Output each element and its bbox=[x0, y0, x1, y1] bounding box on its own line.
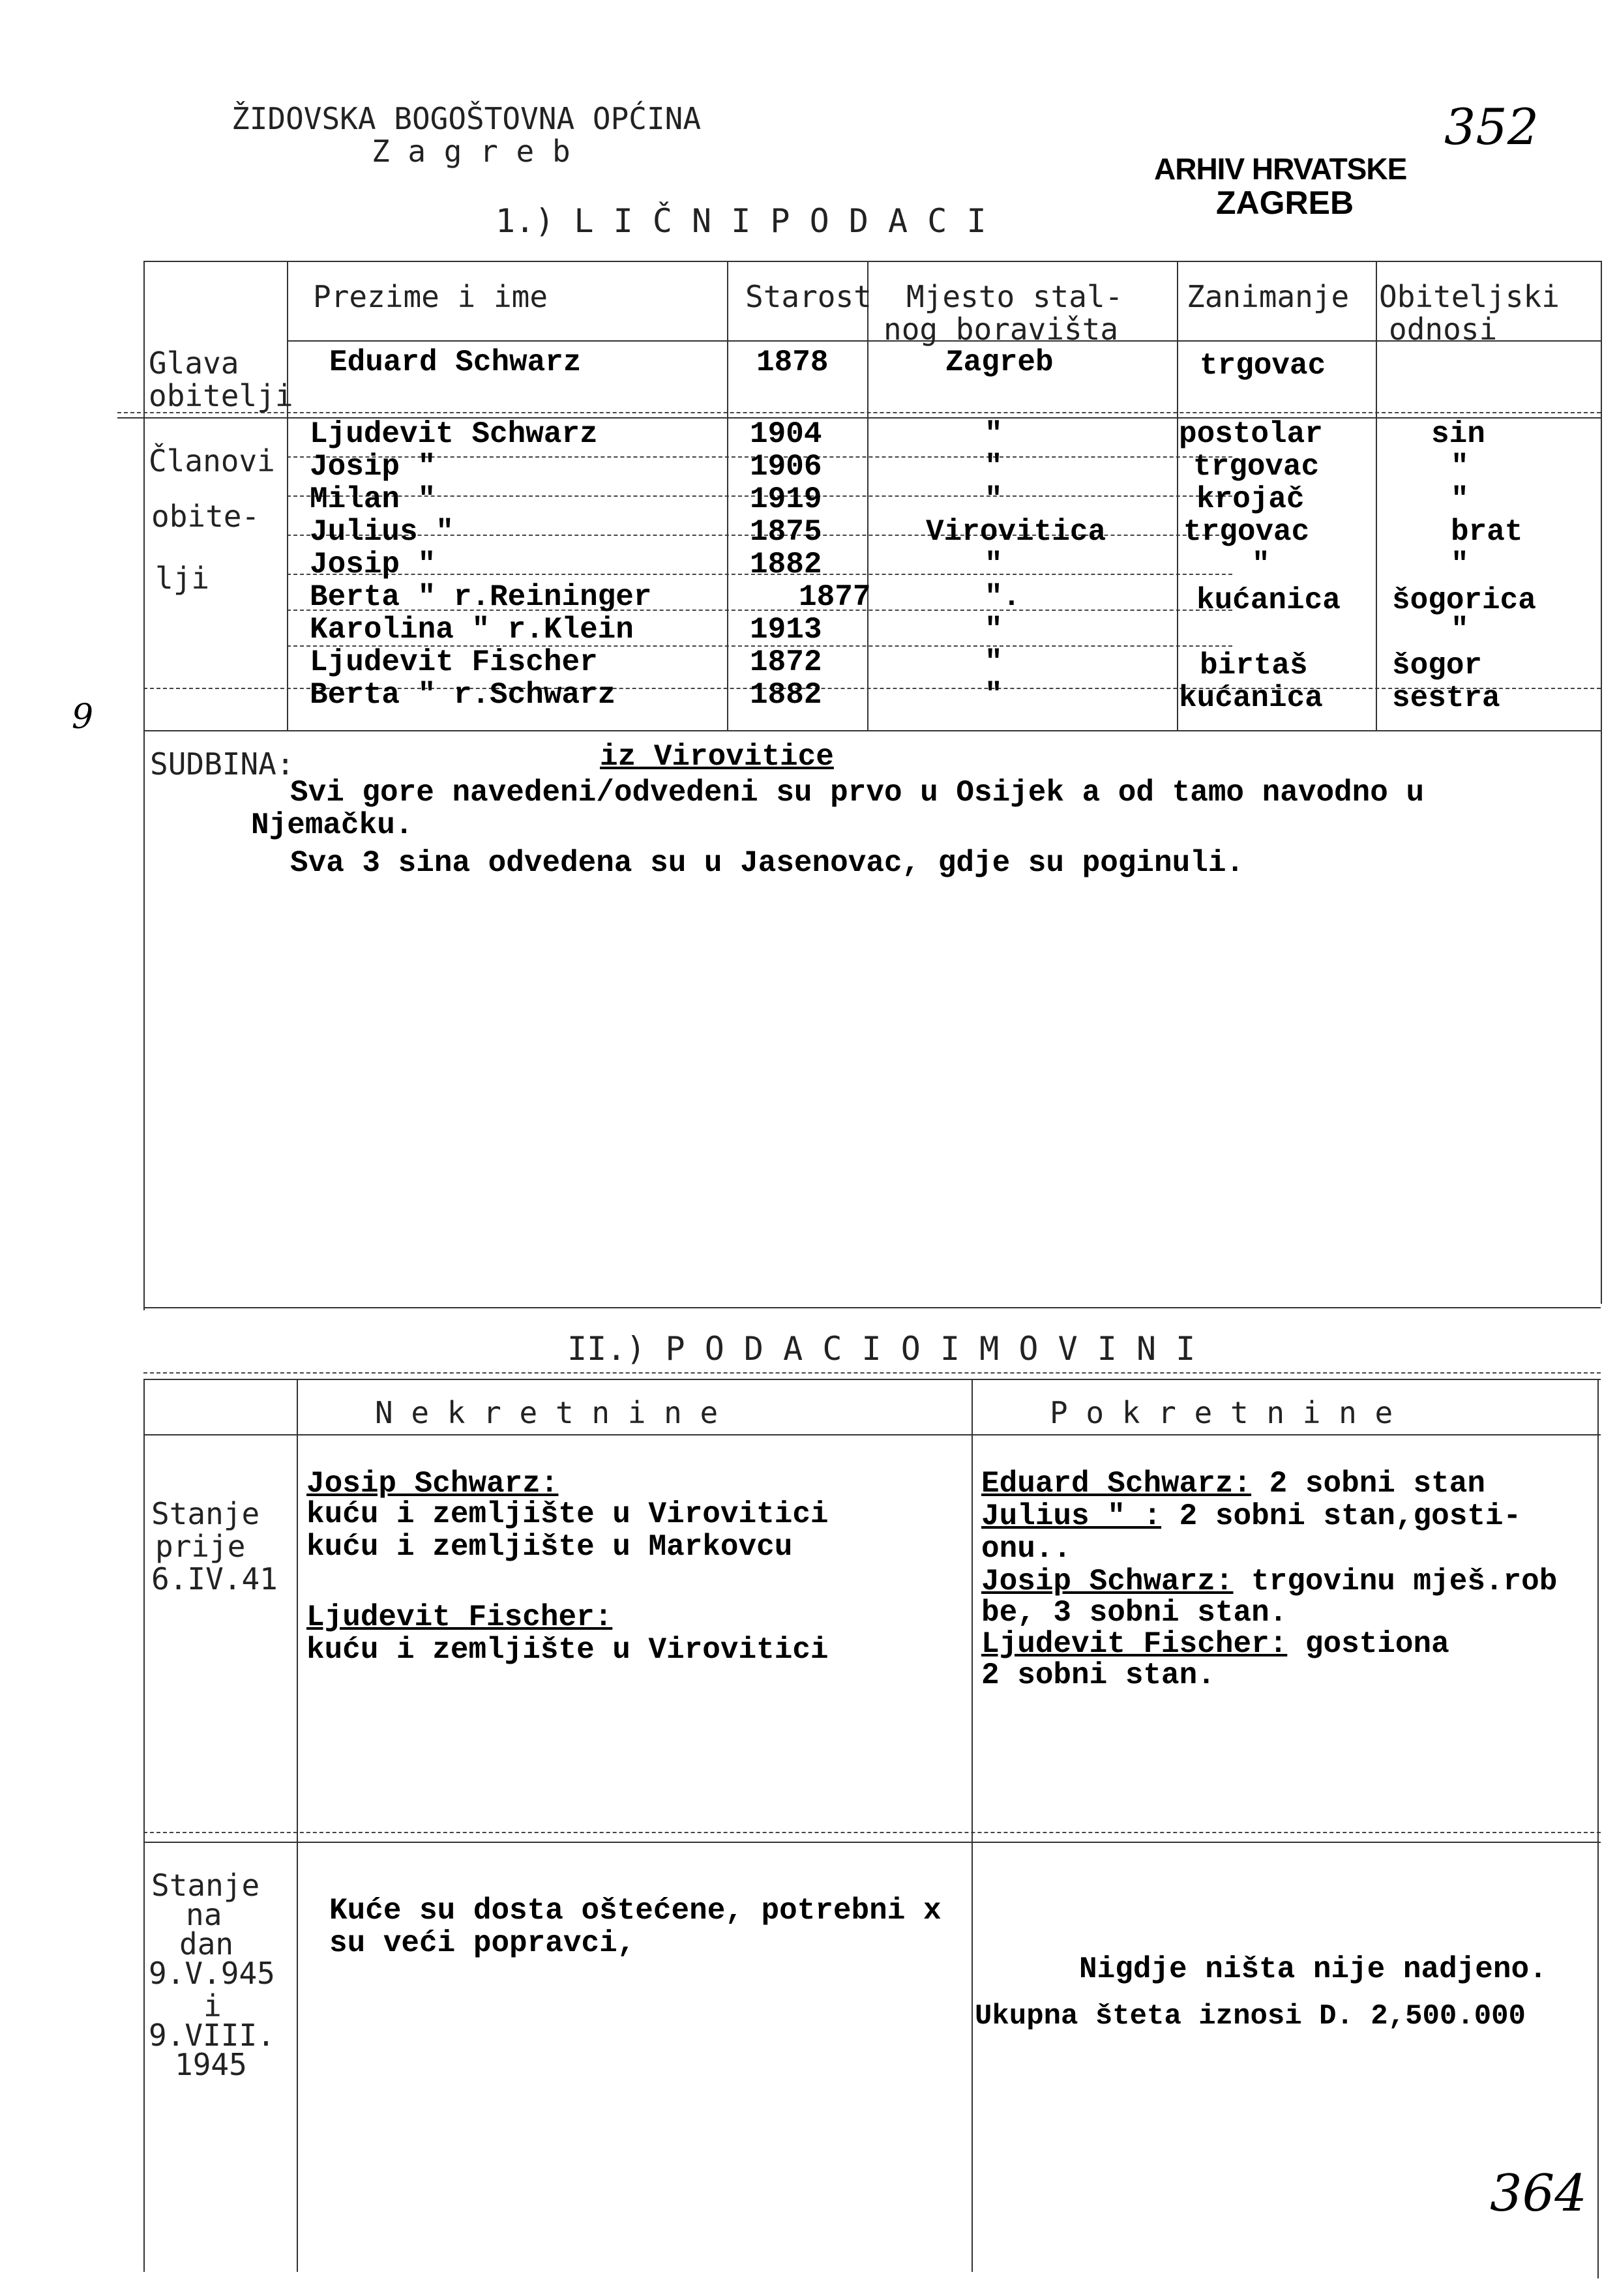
col-header-place-2: nog boravišta bbox=[883, 312, 1119, 347]
members-label-3: lji bbox=[155, 561, 210, 596]
after-label-6: 9.VIII. bbox=[149, 2018, 275, 2053]
member-1-year: 1904 bbox=[750, 417, 822, 451]
member-4-place: Virovitica bbox=[926, 515, 1106, 549]
immovable-before-3: kuću i zemljište u Markovcu bbox=[306, 1530, 793, 1564]
member-2-relation: " bbox=[1451, 450, 1469, 484]
fate-insert: iz Virovitice bbox=[600, 740, 834, 774]
head-job: trgovac bbox=[1200, 349, 1326, 383]
col-header-relation-1: Obiteljski bbox=[1379, 279, 1560, 314]
member-6-job: kućanica bbox=[1196, 583, 1341, 617]
member-6-relation: šogorica bbox=[1392, 583, 1536, 617]
immovable-after-1: Kuće su dosta oštećene, potrebni x bbox=[329, 1894, 942, 1928]
member-7-place: " bbox=[985, 613, 1003, 647]
movable-before-3: onu.. bbox=[981, 1532, 1072, 1566]
col-header-job: Zanimanje bbox=[1187, 279, 1350, 314]
movable-text-4: trgovinu mješ.rob bbox=[1233, 1565, 1558, 1598]
after-label-7: 1945 bbox=[175, 2047, 247, 2082]
member-1-place: " bbox=[985, 417, 1003, 451]
member-9-relation: sestra bbox=[1392, 681, 1500, 715]
archive-stamp-line1: ARHIV HRVATSKE bbox=[1154, 152, 1407, 186]
member-8-year: 1872 bbox=[750, 645, 822, 679]
after-label-4: 9.V.945 bbox=[149, 1956, 275, 1991]
org-name: ŽIDOVSKA BOGOŠTOVNA OPĆINA bbox=[231, 101, 702, 136]
member-2-year: 1906 bbox=[750, 450, 822, 484]
member-5-relation: " bbox=[1451, 548, 1469, 581]
member-4-name: Julius " bbox=[310, 515, 454, 549]
movable-owner-4: Josip Schwarz: bbox=[981, 1565, 1234, 1598]
member-9-year: 1882 bbox=[750, 678, 822, 712]
after-label-2: na bbox=[186, 1897, 222, 1932]
member-8-job: birtaš bbox=[1200, 649, 1308, 683]
after-label-3: dan bbox=[179, 1926, 234, 1962]
after-label-1: Stanje bbox=[151, 1868, 260, 1903]
fate-label: SUDBINA: bbox=[150, 746, 295, 782]
member-2-place: " bbox=[985, 450, 1003, 484]
head-label-2: obitelji bbox=[149, 378, 293, 413]
movable-owner-1: Eduard Schwarz: bbox=[981, 1467, 1252, 1501]
fate-line-2: Njemačku. bbox=[251, 808, 413, 842]
movable-before-1 bbox=[981, 1467, 1485, 1501]
member-9-name: Berta " r.Schwarz bbox=[310, 678, 616, 712]
org-city: Z a g r e b bbox=[372, 134, 571, 169]
member-4-year: 1875 bbox=[750, 515, 822, 549]
movable-owner-6: Ljudevit Fischer: bbox=[981, 1627, 1288, 1661]
immovable-after-2: su veći popravci, bbox=[329, 1926, 636, 1960]
members-label-2: obite- bbox=[151, 499, 260, 534]
members-label-1: Članovi bbox=[149, 443, 275, 478]
movable-owner-2: Julius " : bbox=[981, 1499, 1162, 1533]
movable-after-1: Nigdje ništa nije nadjeno. bbox=[1079, 1952, 1547, 1986]
member-9-place: " bbox=[985, 678, 1003, 712]
member-5-year: 1882 bbox=[750, 548, 822, 581]
member-7-year: 1913 bbox=[750, 613, 822, 647]
page-number-bottom: 364 bbox=[1490, 2164, 1587, 2223]
archive-stamp-line2: ZAGREB bbox=[1216, 184, 1354, 221]
member-2-job: trgovac bbox=[1193, 450, 1320, 484]
member-6-year: 1877 bbox=[799, 580, 871, 614]
member-8-relation: šogor bbox=[1392, 649, 1483, 683]
margin-number: 9 bbox=[72, 698, 94, 737]
head-place: Zagreb bbox=[945, 346, 1054, 379]
member-9-job: kućanica bbox=[1179, 681, 1323, 715]
immovable-before-2: kuću i zemljište u Virovitici bbox=[306, 1497, 829, 1531]
section1-title: 1.) L I Č N I P O D A C I bbox=[496, 202, 987, 240]
fate-line-3: Sva 3 sina odvedena su u Jasenovac, gdje su poginuli. bbox=[290, 846, 1245, 880]
member-1-job: postolar bbox=[1179, 417, 1323, 451]
col-header-age: Starost bbox=[745, 279, 872, 314]
member-5-name: Josip " bbox=[310, 548, 436, 581]
head-year: 1878 bbox=[756, 346, 829, 379]
col-header-relation-2: odnosi bbox=[1389, 312, 1498, 347]
head-label-1: Glava bbox=[149, 346, 239, 381]
movable-before-7: 2 sobni stan. bbox=[981, 1658, 1215, 1692]
before-label-1: Stanje bbox=[151, 1496, 260, 1531]
immovable-before-1: Josip Schwarz: bbox=[306, 1467, 559, 1501]
member-3-name: Milan " bbox=[310, 482, 436, 516]
col-header-name: Prezime i ime bbox=[313, 279, 548, 314]
member-8-name: Ljudevit Fischer bbox=[310, 645, 598, 679]
page-number-top: 352 bbox=[1444, 98, 1539, 156]
member-3-job: krojač bbox=[1196, 482, 1305, 516]
member-4-job: trgovac bbox=[1183, 515, 1310, 549]
before-label-2: prije bbox=[155, 1529, 246, 1564]
head-name: Eduard Schwarz bbox=[329, 346, 582, 379]
movable-before-4 bbox=[981, 1565, 1557, 1598]
after-label-5: i bbox=[203, 1988, 222, 2024]
member-3-year: 1919 bbox=[750, 482, 822, 516]
immovable-before-5: Ljudevit Fischer: bbox=[306, 1600, 613, 1634]
movable-text-2: 2 sobni stan,gosti- bbox=[1161, 1499, 1522, 1533]
member-5-job: " bbox=[1252, 548, 1270, 581]
col-header-place-1: Mjesto stal- bbox=[906, 279, 1123, 314]
member-3-place: " bbox=[985, 482, 1003, 516]
member-3-relation: " bbox=[1451, 482, 1469, 516]
fate-line-1: Svi gore navedeni/odvedeni su prvo u Osijek a od tamo navodno u bbox=[290, 776, 1425, 810]
member-6-place: ". bbox=[985, 580, 1021, 614]
movable-text-1: 2 sobni stan bbox=[1251, 1467, 1485, 1501]
member-5-place: " bbox=[985, 548, 1003, 581]
member-6-name: Berta " r.Reininger bbox=[310, 580, 652, 614]
col-header-immovable: N e k r e t n i n e bbox=[375, 1395, 719, 1430]
movable-before-2 bbox=[981, 1499, 1521, 1533]
before-label-3: 6.IV.41 bbox=[151, 1561, 278, 1597]
member-4-relation: brat bbox=[1451, 515, 1523, 549]
movable-before-6 bbox=[981, 1627, 1449, 1661]
member-8-place: " bbox=[985, 645, 1003, 679]
col-header-movable: P o k r e t n i n e bbox=[1050, 1395, 1393, 1430]
member-7-name: Karolina " r.Klein bbox=[310, 613, 634, 647]
movable-after-2: Ukupna šteta iznosi D. 2,500.000 bbox=[975, 2000, 1526, 2033]
member-7-relation: " bbox=[1451, 613, 1469, 647]
section2-title: II.) P O D A C I O I M O V I N I bbox=[567, 1330, 1196, 1368]
member-2-name: Josip " bbox=[310, 450, 436, 484]
member-1-name: Ljudevit Schwarz bbox=[310, 417, 598, 451]
movable-text-6: gostiona bbox=[1287, 1627, 1449, 1661]
immovable-before-6: kuću i zemljište u Virovitici bbox=[306, 1633, 829, 1667]
movable-before-5: be, 3 sobni stan. bbox=[981, 1596, 1288, 1630]
member-1-relation: sin bbox=[1431, 417, 1485, 451]
